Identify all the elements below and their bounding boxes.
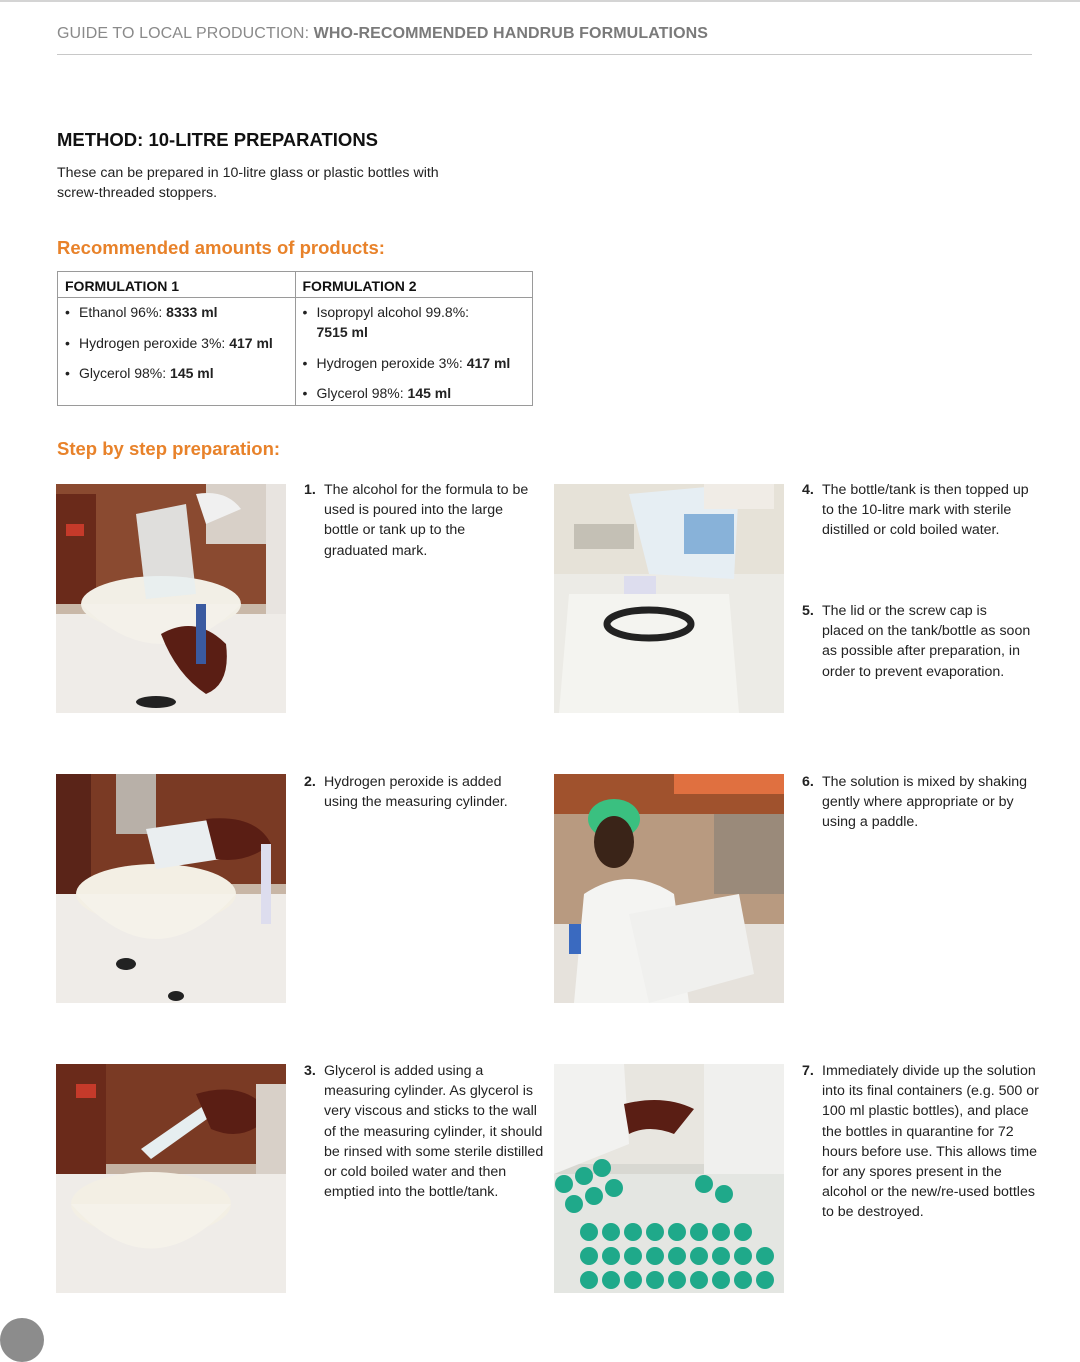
item-amount: 417 ml xyxy=(466,355,511,371)
amounts-heading: Recommended amounts of products: xyxy=(57,237,385,258)
method-intro: These can be prepared in 10-litre glass or plastic bottles with screw-threaded stoppers. xyxy=(57,165,439,201)
item-label: Ethanol 96%: xyxy=(79,304,167,320)
formulation-2-item xyxy=(303,302,529,342)
step-text: Hydrogen peroxide is added using the measuring cylinder. xyxy=(324,774,508,811)
formulation-2-header: FORMULATION 2 xyxy=(296,272,533,298)
step-1 xyxy=(304,480,529,561)
formulation-table xyxy=(57,271,533,406)
item-amount: 7515 ml xyxy=(316,324,368,340)
photo-step-1 xyxy=(56,484,286,713)
formulation-2-item xyxy=(303,353,529,373)
formulation-2-item xyxy=(303,383,529,403)
formulation-1-header: FORMULATION 1 xyxy=(58,272,295,298)
photo-step-7 xyxy=(554,1064,784,1293)
item-label: Glycerol 98%: xyxy=(79,365,171,381)
step-text: The alcohol for the formula to be used is poured into the large bottle or tank up to the graduated mark. xyxy=(324,482,529,559)
header-divider xyxy=(57,54,1032,55)
step-text: The bottle/tank is then topped up to the 10-litre mark with sterile distilled or cold boiled water. xyxy=(822,482,1029,539)
item-amount: 145 ml xyxy=(407,385,452,401)
running-header xyxy=(57,25,708,43)
item-label: Glycerol 98%: xyxy=(316,385,408,401)
step-number: 1. xyxy=(304,482,316,498)
step-7 xyxy=(802,1061,1050,1223)
item-amount: 417 ml xyxy=(229,335,273,351)
item-label: Hydrogen peroxide 3%: xyxy=(316,355,467,371)
top-border xyxy=(0,0,1080,2)
photo-step-3 xyxy=(56,1064,286,1293)
step-6 xyxy=(802,772,1032,833)
steps-heading: Step by step preparation: xyxy=(57,438,281,459)
step-5 xyxy=(802,601,1032,682)
step-number: 4. xyxy=(802,482,814,498)
step-number: 2. xyxy=(304,774,316,790)
header-prefix: GUIDE TO LOCAL PRODUCTION: xyxy=(57,25,314,42)
step-4 xyxy=(802,480,1032,541)
step-3 xyxy=(304,1061,549,1202)
formulation-2-column xyxy=(295,272,533,405)
step-text: Immediately divide up the solution into its final containers (e.g. 500 or 100 ml plastic bottles), and place the bottles in quarantine for 72 hours before use. This allows time for any spores present in the alcohol or the new/re-used bottles to be destroyed. xyxy=(822,1063,1039,1221)
header-title: WHO-RECOMMENDED HANDRUB FORMULATIONS xyxy=(313,25,709,42)
step-text: Glycerol is added using a measuring cylinder. As glycerol is very viscous and sticks to the wall of the measuring cylinder, it should be rinsed with some sterile distilled or cold boiled water and then emptied into the bottle/tank. xyxy=(324,1063,544,1201)
page-number-marker xyxy=(0,1318,44,1362)
step-text: The lid or the screw cap is placed on the tank/bottle as soon as possible after preparation, in order to prevent evaporation. xyxy=(822,603,1031,680)
step-number: 5. xyxy=(802,603,814,619)
formulation-1-column xyxy=(58,272,295,405)
formulation-1-item xyxy=(65,363,291,383)
step-number: 7. xyxy=(802,1063,814,1079)
step-number: 3. xyxy=(304,1063,316,1079)
step-text: The solution is mixed by shaking gently where appropriate or by using a paddle. xyxy=(822,774,1028,831)
step-2 xyxy=(304,772,529,812)
photo-step-6 xyxy=(554,774,784,1003)
formulation-1-item xyxy=(65,302,291,322)
item-amount: 8333 ml xyxy=(166,304,218,320)
photo-step-4 xyxy=(554,484,784,713)
item-amount: 145 ml xyxy=(170,365,214,381)
method-title: METHOD: 10-LITRE PREPARATIONS xyxy=(57,129,379,150)
photo-step-2 xyxy=(56,774,286,1003)
formulation-1-item xyxy=(65,333,291,353)
item-label: Hydrogen peroxide 3%: xyxy=(79,335,230,351)
step-number: 6. xyxy=(802,774,814,790)
item-label: Isopropyl alcohol 99.8%: xyxy=(316,304,470,320)
